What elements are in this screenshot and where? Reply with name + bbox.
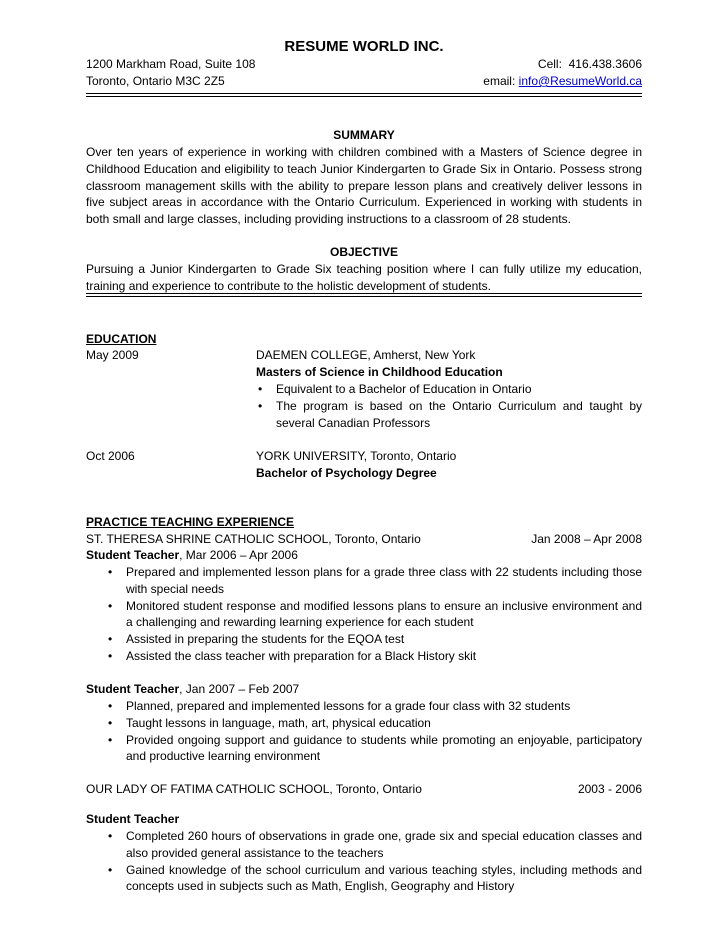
email-label: email:: [483, 74, 516, 88]
cell-label: Cell:: [537, 57, 562, 71]
list-item: • Monitored student response and modified lessons plans to ensure an inclusive environment and a challenging and rewarding learning experience for each student: [106, 598, 642, 632]
objective-text: Pursuing a Junior Kindergarten to Grade Six teaching position where I can fully utilize my education, training and experience to contribute to the holistic development of students.: [86, 262, 642, 293]
header-divider-bottom: [86, 96, 642, 97]
education-date-2: Oct 2006: [86, 449, 135, 463]
list-item: • Equivalent to a Bachelor of Education in Ontario: [256, 381, 642, 398]
cell-number: 416.438.3606: [568, 57, 642, 71]
school-2-name: OUR LADY OF FATIMA CATHOLIC SCHOOL, Toronto, Ontario: [86, 782, 422, 796]
education-date-1: May 2009: [86, 348, 139, 362]
header-divider-top: [86, 93, 642, 94]
objective-divider-top: [86, 293, 642, 294]
cell-contact: [538, 56, 642, 73]
school-1-name: ST. THERESA SHRINE CATHOLIC SCHOOL, Toronto, Ontario: [86, 532, 421, 546]
company-title: RESUME WORLD INC.: [284, 38, 444, 55]
role-3-bullets: [106, 828, 642, 895]
address-line-2: Toronto, Ontario M3C 2Z5: [86, 74, 225, 88]
role-1-header: [86, 547, 298, 564]
summary-heading: SUMMARY: [333, 128, 395, 142]
objective-heading: OBJECTIVE: [329, 245, 398, 259]
education-degree-2: Bachelor of Psychology Degree: [256, 466, 437, 480]
role-2-title: Student Teacher: [86, 682, 180, 696]
education-school-1: DAEMEN COLLEGE, Amherst, New York: [256, 348, 476, 362]
list-item: • Assisted the class teacher with preparation for a Black History skit: [106, 648, 642, 665]
education-heading: EDUCATION: [86, 332, 157, 346]
education-bullets-1: [256, 381, 642, 431]
school-1-dates: Jan 2008 – Apr 2008: [531, 532, 642, 546]
role-1-period: , Mar 2006 – Apr 2006: [179, 548, 298, 562]
list-item: • Taught lessons in language, math, art, physical education: [106, 715, 642, 732]
email-link[interactable]: info@ResumeWorld.ca: [518, 74, 642, 88]
list-item: • Provided ongoing support and guidance to students while promoting an enjoyable, participatory and productive learning environment: [106, 732, 642, 766]
summary-text: Over ten years of experience in working with children combined with a Masters of Science degree in Childhood Education and eligibility to teach Junior Kindergarten to Grade Six in Ontario. Possess strong classroom management skills with the ability to prepare lesson plans and creatively deliver lessons in five subject areas in accordance with the Ontario Curriculum. Experienced in working with students in both small and large classes, including providing instructions to a classroom of 28 students.: [86, 145, 642, 227]
list-item: • Gained knowledge of the school curriculum and various teaching styles, including methods and concepts used in subjects such as Math, English, Geography and History: [106, 862, 642, 896]
experience-heading: PRACTICE TEACHING EXPERIENCE: [86, 515, 295, 529]
list-item: • Prepared and implemented lesson plans for a grade three class with 22 students including those with special needs: [106, 564, 642, 598]
education-school-2: YORK UNIVERSITY, Toronto, Ontario: [256, 449, 457, 463]
list-item: • Completed 260 hours of observations in grade one, grade six and special education classes and also provided general assistance to the teachers: [106, 828, 642, 862]
role-2-header: [86, 681, 299, 698]
role-1-title: Student Teacher: [86, 548, 180, 562]
role-3-title: Student Teacher: [86, 812, 180, 826]
address-line-1: 1200 Markham Road, Suite 108: [86, 57, 256, 71]
role-2-period: , Jan 2007 – Feb 2007: [179, 682, 300, 696]
role-2-bullets: [106, 698, 642, 765]
role-1-bullets: [106, 564, 642, 665]
email-contact: [483, 73, 642, 90]
list-item: • The program is based on the Ontario Curriculum and taught by several Canadian Professors: [256, 398, 642, 432]
education-degree-1: Masters of Science in Childhood Education: [256, 365, 503, 379]
list-item: • Planned, prepared and implemented lessons for a grade four class with 32 students: [106, 698, 642, 715]
objective-divider-bottom: [86, 296, 642, 297]
list-item: • Assisted in preparing the students for the EQOA test: [106, 631, 642, 648]
school-2-dates: 2003 - 2006: [577, 782, 642, 796]
